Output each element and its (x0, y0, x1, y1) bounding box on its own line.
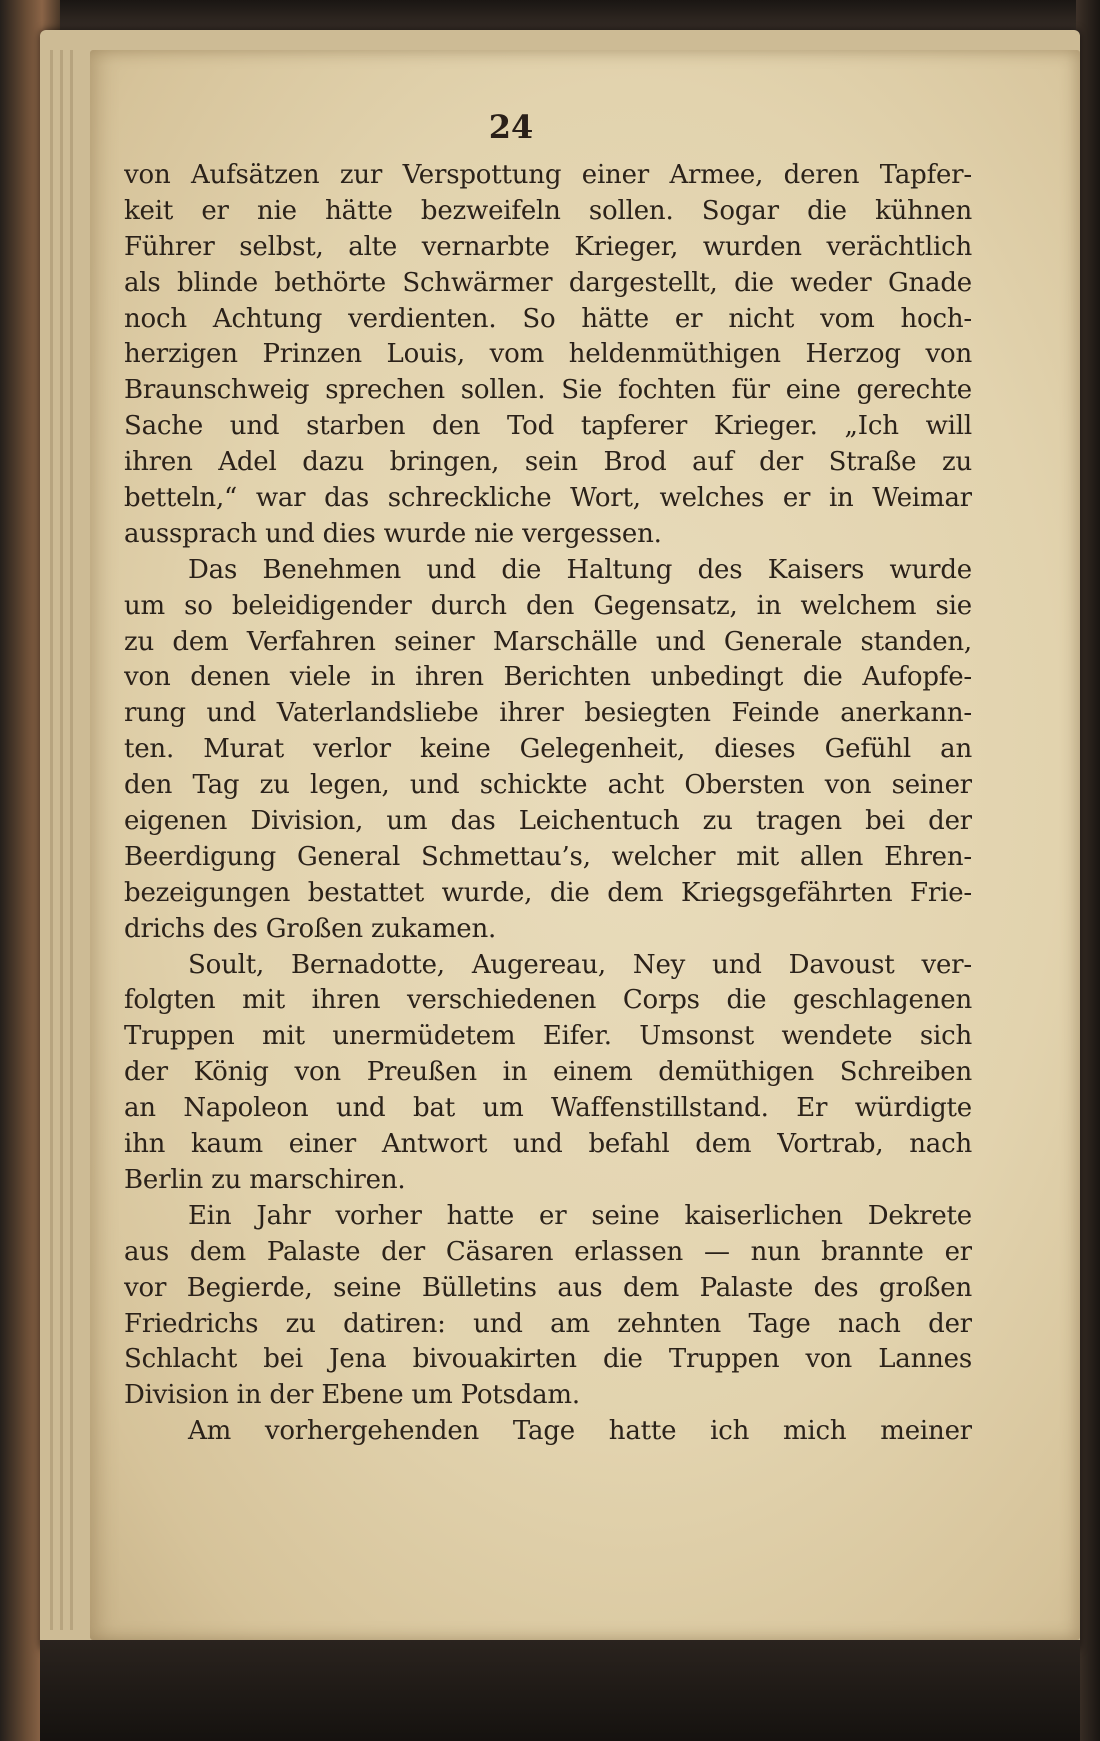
text-line: herzigen Prinzen Louis, vom heldenmüthigen Herzog von (124, 339, 972, 370)
text-line: der König von Preußen in einem demüthigen Schreiben (124, 1057, 972, 1088)
text-line: aus dem Palaste der Cäsaren erlassen — nun brannte er (124, 1236, 972, 1267)
text-line: Soult, Bernadotte, Augereau, Ney und Davoust ver- (188, 949, 972, 980)
page-edge (50, 50, 53, 1630)
text-line: um so beleidigender durch den Gegensatz, in welchem sie (124, 590, 972, 621)
page-edge (60, 50, 63, 1630)
text-line: ten. Murat verlor keine Gelegenheit, dieses Gefühl an (124, 734, 972, 765)
text-line: Sache und starben den Tod tapferer Krieger. „Ich will (124, 411, 972, 442)
text-line: aussprach und dies wurde nie vergessen. (124, 518, 662, 549)
text-line: folgten mit ihren verschiedenen Corps die geschlagenen (124, 985, 972, 1016)
text-line: Das Benehmen und die Haltung des Kaisers wurde (188, 554, 972, 585)
text-line: keit er nie hätte bezweifeln sollen. Sogar die kühnen (124, 195, 972, 226)
text-line: an Napoleon und bat um Waffenstillstand. Er würdigte (124, 1093, 972, 1124)
text-line: Ein Jahr vorher hatte er seine kaiserlichen Dekrete (188, 1200, 972, 1231)
text-line: den Tag zu legen, und schickte acht Obersten von seiner (124, 770, 972, 801)
text-line: Braunschweig sprechen sollen. Sie fochten für eine gerechte (124, 375, 972, 406)
text-line: als blinde bethörte Schwärmer dargestellt, die weder Gnade (124, 267, 972, 298)
text-line: Am vorhergehenden Tage hatte ich mich meiner (188, 1416, 972, 1447)
text-line: Schlacht bei Jena bivouakirten die Truppen von Lannes (124, 1344, 972, 1375)
text-line: von Aufsätzen zur Verspottung einer Armee, deren Tapfer- (124, 160, 972, 190)
text-line: von denen viele in ihren Berichten unbedingt die Aufopfe- (124, 662, 972, 693)
book-bottom-shadow (40, 1640, 1080, 1741)
book-cover-top (0, 0, 1100, 34)
text-line: Führer selbst, alte vernarbte Krieger, wurden verächtlich (124, 231, 972, 262)
text-line: ihren Adel dazu bringen, sein Brod auf der Straße zu (124, 447, 972, 478)
text-line: Division in der Ebene um Potsdam. (124, 1380, 580, 1411)
text-line: betteln,“ war das schreckliche Wort, welches er in Weimar (124, 483, 972, 514)
text-line: Beerdigung General Schmettau’s, welcher mit allen Ehren- (124, 841, 972, 872)
page-edge (70, 50, 73, 1630)
text-line: ihn kaum einer Antwort und befahl dem Vortrab, nach (124, 1129, 972, 1160)
text-line: rung und Vaterlandsliebe ihrer besiegten Feinde anerkann- (124, 698, 972, 729)
text-line: Berlin zu marschiren. (124, 1164, 406, 1195)
text-line: bezeigungen bestattet wurde, die dem Kriegsgefährten Frie- (124, 877, 972, 908)
text-line: zu dem Verfahren seiner Marschälle und Generale standen, (124, 626, 972, 657)
text-line: Friedrichs zu datiren: und am zehnten Tage nach der (124, 1308, 972, 1339)
page-body-text (124, 158, 972, 1450)
text-line: eigenen Division, um das Leichentuch zu tragen bei der (124, 806, 972, 837)
text-line: vor Begierde, seine Bülletins aus dem Palaste des großen (124, 1272, 972, 1303)
text-line: drichs des Großen zukamen. (124, 913, 497, 944)
text-line: Truppen mit unermüdetem Eifer. Umsonst wendete sich (124, 1021, 972, 1052)
text-line: noch Achtung verdienten. So hätte er nicht vom hoch- (124, 303, 972, 334)
page-number: 24 (488, 108, 534, 146)
